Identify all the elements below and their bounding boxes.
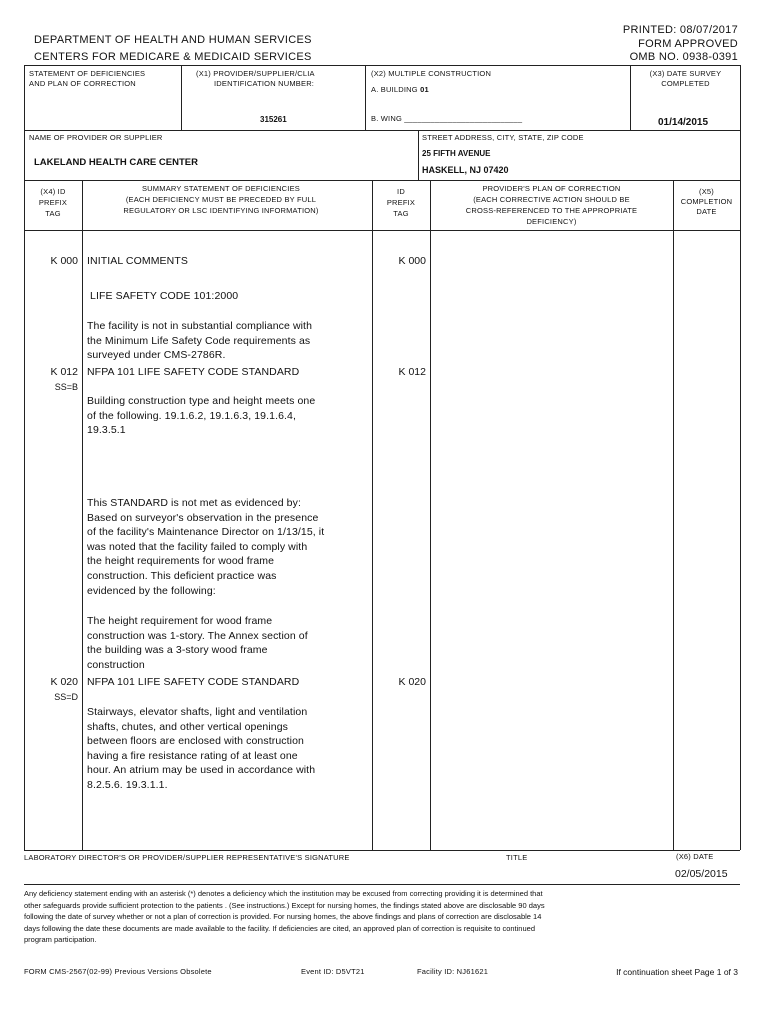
rule-col-x5-left bbox=[673, 180, 674, 850]
printed-date: PRINTED: 08/07/2017 bbox=[622, 24, 738, 36]
survey-completed-date: 01/14/2015 bbox=[658, 117, 709, 128]
k012-line: 19.3.5.1 bbox=[87, 424, 126, 437]
x2-building bbox=[371, 85, 429, 95]
address-line2: HASKELL, NJ 07420 bbox=[422, 165, 509, 175]
k012-line: the height requirements for wood frame bbox=[87, 555, 275, 568]
rule-right-top bbox=[740, 65, 741, 180]
id-label-2: PREFIX bbox=[386, 198, 416, 207]
k012-line: construction was 1-story. The Annex section of bbox=[87, 629, 308, 642]
summary-label-1: SUMMARY STATEMENT OF DEFICIENCIES bbox=[141, 184, 300, 193]
k020-line: between floors are enclosed with construction bbox=[87, 735, 304, 748]
x2-building-label: A. BUILDING bbox=[371, 85, 418, 94]
event-id: Event ID: D5VT21 bbox=[301, 967, 365, 976]
k012-line: construction bbox=[87, 658, 145, 671]
k012-requirement bbox=[87, 394, 315, 438]
x4-label-2: PREFIX bbox=[38, 198, 68, 207]
x4-label-3: TAG bbox=[45, 209, 61, 218]
k012-tag: K 012 bbox=[50, 366, 78, 378]
k000-line: surveyed under CMS-2786R. bbox=[87, 349, 226, 362]
provider-name-label: NAME OF PROVIDER OR SUPPLIER bbox=[29, 133, 163, 142]
disclaimer-line: program participation. bbox=[24, 935, 97, 944]
rule-below-ids bbox=[24, 130, 740, 131]
k000-id-tag: K 000 bbox=[398, 255, 426, 267]
k000-title: INITIAL COMMENTS bbox=[87, 255, 188, 267]
k020-line: having a fire resistance rating of at least one bbox=[87, 749, 298, 762]
k000-line: the Minimum Life Safety Code requirements as bbox=[87, 334, 311, 347]
address-label: STREET ADDRESS, CITY, STATE, ZIP CODE bbox=[422, 133, 584, 142]
agency-name-line2: CENTERS FOR MEDICARE & MEDICAID SERVICES bbox=[34, 51, 312, 63]
rule-address-left bbox=[418, 130, 419, 180]
k012-title: NFPA 101 LIFE SAFETY CODE STANDARD bbox=[87, 366, 300, 378]
id-label-3: TAG bbox=[393, 209, 409, 218]
k012-line: the building was a 3-story wood frame bbox=[87, 644, 268, 657]
rule-signature-bottom bbox=[24, 884, 740, 885]
x3-label-2: COMPLETED bbox=[661, 79, 710, 88]
rule-left-top bbox=[24, 65, 25, 180]
provider-id-number: 315261 bbox=[260, 115, 287, 124]
k012-line: was noted that the facility failed to comply with bbox=[87, 540, 308, 553]
k020-line: Stairways, elevator shafts, light and ventilation bbox=[87, 706, 308, 718]
k020-title: NFPA 101 LIFE SAFETY CODE STANDARD bbox=[87, 676, 300, 688]
disclaimer-line: following the date of survey whether or not a plan of correction is provided. For nursing homes, the above findings and plans of correction are disclosable 14 bbox=[24, 912, 542, 921]
plan-label-1: PROVIDER'S PLAN OF CORRECTION bbox=[482, 184, 621, 193]
provider-name: LAKELAND HEALTH CARE CENTER bbox=[34, 157, 198, 168]
k012-line: evidenced by the following: bbox=[87, 584, 216, 597]
k012-id-tag: K 012 bbox=[398, 366, 426, 378]
k012-line: construction. This deficient practice was bbox=[87, 569, 277, 582]
k020-line: hour. An atrium may be used in accordance with bbox=[87, 764, 316, 777]
disclaimer-line: days following the date these documents are made available to the facility. If deficiencies are cited, an approved plan of correction is requisite to continued bbox=[24, 923, 535, 933]
x1-label-1: (X1) PROVIDER/SUPPLIER/CLIA bbox=[196, 69, 315, 78]
x6-date-label: (X6) DATE bbox=[676, 852, 714, 861]
k012-line: of the following. 19.1.6.2, 19.1.6.3, 19.1.6.4, bbox=[87, 409, 297, 422]
k012-line: of the facility's Maintenance Director on 1/13/15, it bbox=[87, 526, 325, 539]
summary-label-2: (EACH DEFICIENCY MUST BE PRECEDED BY FULL bbox=[125, 195, 317, 204]
signature-label: LABORATORY DIRECTOR'S OR PROVIDER/SUPPLIER REPRESENTATIVE'S SIGNATURE bbox=[24, 853, 350, 862]
x2-label: (X2) MULTIPLE CONSTRUCTION bbox=[371, 69, 492, 78]
x5-label-2: COMPLETION bbox=[680, 197, 733, 206]
k012-line: Building construction type and height meets one bbox=[87, 395, 316, 407]
rule-col-plan-left bbox=[430, 180, 431, 850]
k012-line: Based on surveyor's observation in the presence bbox=[87, 511, 319, 524]
k000-lsc: LIFE SAFETY CODE 101:2000 bbox=[90, 290, 239, 302]
plan-label-4: DEFICIENCY) bbox=[526, 217, 577, 226]
rule-col-summary-left bbox=[82, 180, 83, 850]
k020-tag: K 020 bbox=[50, 676, 78, 688]
k012-evidence bbox=[87, 496, 324, 598]
k012-line: This STANDARD is not met as evidenced by: bbox=[87, 497, 301, 509]
rule-table-bottom bbox=[24, 850, 740, 851]
rule-right-main bbox=[740, 180, 741, 850]
k020-requirement bbox=[87, 705, 315, 793]
k012-findings bbox=[87, 614, 308, 672]
rule-x2-left bbox=[365, 65, 366, 130]
address-line1: 25 FIFTH AVENUE bbox=[422, 149, 491, 158]
form-approved: FORM APPROVED bbox=[638, 38, 738, 50]
id-label-1: ID bbox=[397, 187, 405, 196]
x2-building-value: 01 bbox=[420, 85, 429, 94]
rule-top bbox=[24, 65, 740, 66]
plan-label-3: CROSS-REFERENCED TO THE APPROPRIATE bbox=[465, 206, 638, 215]
disclaimer-line: other safeguards provide sufficient protection to the patients . (See instructions.) Except for nursing homes, the findings stated above are disclosable 90 days bbox=[24, 900, 545, 910]
statement-label-1: STATEMENT OF DEFICIENCIES bbox=[29, 69, 146, 78]
signature-date: 02/05/2015 bbox=[675, 868, 728, 880]
k020-id-tag: K 020 bbox=[398, 676, 426, 688]
x4-label-1: (X4) ID bbox=[40, 187, 66, 196]
agency-name-line1: DEPARTMENT OF HEALTH AND HUMAN SERVICES bbox=[34, 34, 312, 46]
summary-label-3: REGULATORY OR LSC IDENTIFYING INFORMATION) bbox=[123, 206, 319, 215]
continuation-page: If continuation sheet Page 1 of 3 bbox=[616, 967, 738, 977]
k012-scope-severity: SS=B bbox=[54, 382, 78, 392]
rule-below-provider bbox=[24, 180, 740, 181]
x5-label-3: DATE bbox=[696, 207, 717, 216]
statement-label-2: AND PLAN OF CORRECTION bbox=[29, 79, 136, 88]
form-number: FORM CMS-2567(02-99) Previous Versions Obsolete bbox=[24, 967, 212, 976]
k000-tag: K 000 bbox=[50, 255, 78, 267]
facility-id: Facility ID: NJ61621 bbox=[417, 967, 489, 976]
rule-col-id-left bbox=[372, 180, 373, 850]
title-label: TITLE bbox=[506, 853, 528, 862]
k000-comments bbox=[87, 319, 312, 363]
k020-scope-severity: SS=D bbox=[54, 692, 78, 702]
x5-label-1: (X5) bbox=[699, 187, 714, 196]
k020-line: shafts, chutes, and other vertical openings bbox=[87, 720, 289, 733]
x2-wing: B. WING ___________________________ bbox=[371, 114, 523, 123]
rule-left-main bbox=[24, 180, 25, 850]
rule-below-col-headers bbox=[24, 230, 740, 231]
plan-label-2: (EACH CORRECTIVE ACTION SHOULD BE bbox=[473, 195, 630, 204]
x1-label-2: IDENTIFICATION NUMBER: bbox=[214, 79, 315, 88]
omb-number: OMB NO. 0938-0391 bbox=[629, 51, 738, 63]
k012-line: The height requirement for wood frame bbox=[87, 615, 273, 627]
disclaimer bbox=[24, 888, 740, 946]
rule-x1-left bbox=[181, 65, 182, 130]
disclaimer-line: Any deficiency statement ending with an asterisk (*) denotes a deficiency which the institution may be excused from correcting providing it is determined that bbox=[24, 889, 543, 898]
k020-line: 8.2.5.6. 19.3.1.1. bbox=[87, 778, 168, 791]
x3-label-1: (X3) DATE SURVEY bbox=[649, 69, 722, 78]
k000-line: The facility is not in substantial compliance with bbox=[87, 320, 313, 332]
